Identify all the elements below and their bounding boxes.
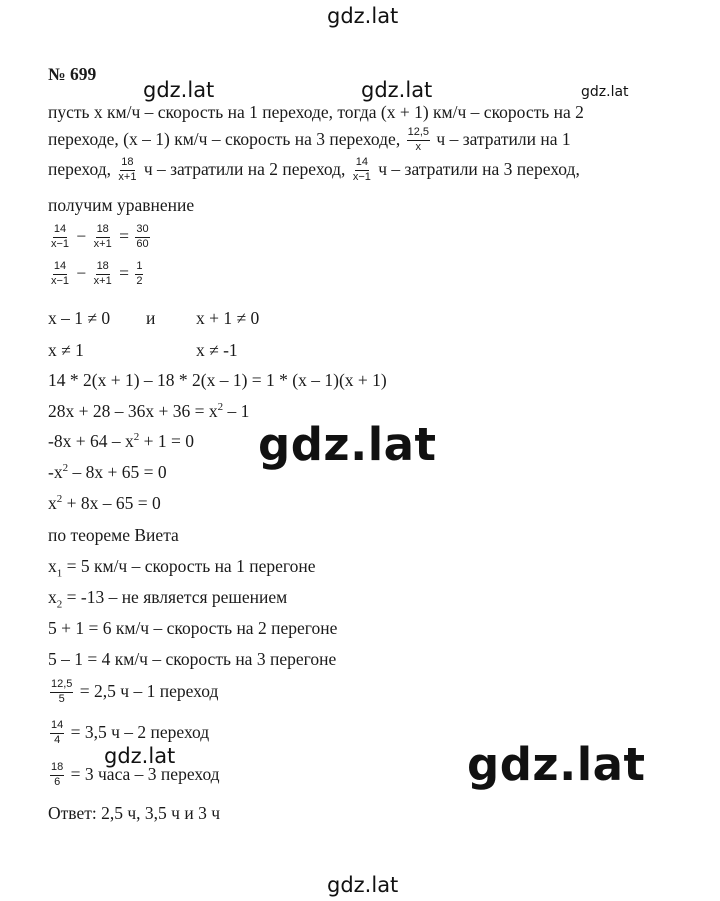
exponent: 2 — [217, 401, 224, 414]
fraction-denominator: x+1 — [93, 274, 112, 287]
fraction — [50, 679, 73, 705]
problem-number: № 699 — [48, 64, 97, 84]
equation-line-3 — [48, 433, 194, 451]
text-fragment: переходе, (x – 1) км/ч – скорость на 3 переходе, — [48, 129, 401, 150]
equation-1 — [48, 222, 152, 252]
watermark-large-right: gdz.lat — [467, 738, 646, 791]
text-fragment: 28x + 28 – 36x + 36 = x — [48, 401, 218, 421]
text-fragment: + 1 = 0 — [139, 431, 194, 451]
equation-2 — [48, 259, 145, 289]
condition-and: и — [146, 308, 156, 328]
text-fragment: = 5 км/ч – скорость на 1 перегоне — [62, 556, 316, 576]
fraction-numerator: 14 — [53, 224, 67, 238]
text-fragment: = 3,5 ч – 2 переход — [70, 722, 210, 743]
text-line-1: пусть x км/ч – скорость на 1 переходе, тогда (x + 1) км/ч – скорость на 2 — [48, 102, 584, 122]
speed-2-line: 5 + 1 = 6 км/ч – скорость на 2 перегоне — [48, 618, 338, 638]
watermark-small-mid: gdz.lat — [104, 744, 176, 768]
exponent: 2 — [56, 493, 63, 506]
equation-line-2 — [48, 403, 249, 421]
watermark-small-2: gdz.lat — [361, 78, 433, 102]
text-fragment: ч – затратили на 1 — [436, 129, 571, 150]
fraction — [50, 720, 64, 746]
equation-line-1: 14 * 2(x + 1) – 18 * 2(x – 1) = 1 * (x – 1)(x + 1) — [48, 370, 387, 390]
fraction-numerator: 18 — [96, 261, 110, 275]
fraction-denominator: 60 — [136, 237, 149, 250]
text-line-2 — [48, 126, 571, 154]
fraction-denominator: 5 — [58, 692, 65, 705]
fraction-denominator: x+1 — [118, 170, 137, 183]
fraction-numerator: 30 — [135, 224, 149, 238]
text-fragment: -8x + 64 – x — [48, 431, 134, 451]
fraction — [407, 127, 430, 153]
fraction — [352, 157, 372, 183]
fraction-numerator: 14 — [53, 261, 67, 275]
fraction-denominator: 4 — [54, 733, 61, 746]
text-line-3 — [48, 155, 580, 185]
fraction — [50, 762, 64, 788]
text-fragment: = -13 – не является решением — [62, 587, 288, 607]
watermark-large-center: gdz.lat — [258, 418, 437, 471]
text-fragment: x — [48, 493, 57, 513]
text-line-4: получим уравнение — [48, 195, 195, 215]
watermark-small-1: gdz.lat — [143, 78, 215, 102]
exponent: 2 — [62, 462, 69, 475]
watermark-top: gdz.lat — [327, 4, 399, 28]
text-fragment: -x — [48, 462, 63, 482]
text-fragment: переход, — [48, 159, 112, 180]
equation-line-5 — [48, 495, 161, 513]
watermark-small-3: gdz.lat — [581, 84, 629, 100]
text-fragment: ч – затратили на 2 переход, — [143, 159, 346, 180]
speed-3-line: 5 – 1 = 4 км/ч – скорость на 3 перегоне — [48, 649, 337, 669]
text-fragment: ч – затратили на 3 переход, — [378, 159, 580, 180]
fraction — [50, 224, 70, 250]
fraction-denominator: x+1 — [93, 237, 112, 250]
root-1-line — [48, 556, 316, 580]
root-2-line — [48, 587, 288, 611]
vieta-line: по теореме Виета — [48, 525, 179, 545]
text-fragment: x — [48, 556, 57, 576]
fraction-numerator: 12,5 — [407, 127, 430, 141]
fraction-numerator: 18 — [120, 157, 134, 171]
watermark-bottom: gdz.lat — [327, 873, 399, 897]
fraction-numerator: 18 — [50, 762, 64, 776]
fraction — [117, 157, 137, 183]
operator: − — [76, 263, 87, 284]
fraction — [135, 224, 149, 250]
text-fragment: + 8x – 65 = 0 — [62, 493, 161, 513]
fraction-denominator: 6 — [54, 775, 61, 788]
condition-left-2: x ≠ 1 — [48, 340, 84, 360]
text-fragment: x — [48, 587, 57, 607]
fraction-denominator: x — [415, 140, 422, 153]
subscript: 1 — [56, 567, 63, 580]
operator: = — [119, 263, 129, 284]
fraction-numerator: 14 — [50, 720, 64, 734]
exponent: 2 — [133, 431, 140, 444]
fraction-numerator: 14 — [355, 157, 369, 171]
fraction — [93, 224, 113, 250]
fraction — [135, 261, 143, 287]
operator: = — [119, 226, 129, 247]
fraction-numerator: 18 — [96, 224, 110, 238]
fraction-denominator: x−1 — [51, 237, 70, 250]
fraction-denominator: x−1 — [352, 170, 371, 183]
time-1-line — [48, 677, 218, 707]
fraction — [50, 261, 70, 287]
equation-line-4 — [48, 464, 167, 482]
condition-right-1: x + 1 ≠ 0 — [196, 308, 260, 328]
answer-line: Ответ: 2,5 ч, 3,5 ч и 3 ч — [48, 803, 220, 823]
text-fragment: = 3 часа – 3 переход — [70, 764, 220, 785]
fraction-denominator: 2 — [136, 274, 143, 287]
condition-left-1: x – 1 ≠ 0 — [48, 308, 111, 328]
operator: − — [76, 226, 87, 247]
fraction-numerator: 12,5 — [50, 679, 73, 693]
text-fragment: – 8x + 65 = 0 — [68, 462, 167, 482]
fraction-numerator: 1 — [135, 261, 143, 275]
fraction — [93, 261, 113, 287]
text-fragment: – 1 — [223, 401, 250, 421]
fraction-denominator: x−1 — [51, 274, 70, 287]
condition-right-2: x ≠ -1 — [196, 340, 238, 360]
subscript: 2 — [56, 598, 63, 611]
text-fragment: = 2,5 ч – 1 переход — [79, 681, 219, 702]
